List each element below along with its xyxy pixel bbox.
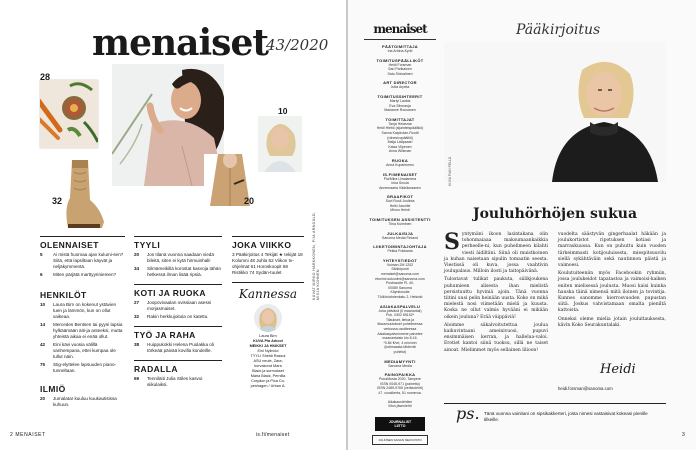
- masthead-line: Tilaukset, tietoa ja: [385, 317, 415, 322]
- item-text: Laura Birn on kokenut ystävien tuen ja lämmön, kun on ollut vaikeaa.: [53, 302, 117, 319]
- contents-item[interactable]: [40, 322, 124, 340]
- credit-line: Maria Black, Pernilla: [250, 374, 286, 378]
- item-page: 20: [134, 252, 140, 257]
- photo-page-number: 32: [52, 196, 63, 206]
- contents-column-3: [232, 240, 304, 389]
- masthead-line: Heidi Forsman: [388, 62, 412, 67]
- item-page: 34: [134, 266, 140, 271]
- masthead-line: Töölönlahdenkatu 2, Helsinki: [377, 295, 423, 299]
- item-page: 14: [40, 322, 46, 327]
- paragraph: Onneksi oleme mielia jotain joulultauksesta, kävin Koko Seurakuntalaki.: [558, 316, 666, 328]
- masthead-line: Sanoma Media Finland: [382, 235, 418, 240]
- masthead-line: Jutta Arpeta: [390, 85, 410, 90]
- credit-line: korvakorut Mara: [254, 364, 282, 368]
- masthead-heading: YHTEYSTIEDOT: [382, 257, 418, 263]
- contents-item[interactable]: [134, 376, 222, 388]
- masthead-line: menaiset@sanoma.com: [381, 272, 419, 277]
- drop-cap: S: [444, 229, 460, 255]
- masthead-line: (viinesivupäälliö): [387, 135, 413, 140]
- section-title: ILMIÖ: [40, 384, 66, 394]
- masthead-line: Pia/Miira Liinalamma: [383, 176, 417, 181]
- masthead-heading: PÄÄTOIMITTAJA: [382, 44, 418, 49]
- masthead-line: Voiman 2M 1202: [386, 262, 414, 267]
- masthead-line: Joka päivänä (ti maanantai): [378, 308, 422, 313]
- credit-line: Corydon ja Pica Co-: [251, 379, 285, 383]
- masthead-heading: LIIKETOIMINTAJOHTAJA: [373, 244, 427, 250]
- paragraph: vuodelta säästyvän gingerhaalat häkään ja joulukortistot ripotuksen kotiasi ja marraskuussa. Kun on puhuttu kuin vuoden tärkeimmasti kotijouluisesta, miespitsuuvilu siellä sykähtäväin sekä nautinnon päistä ja vaimoesi.: [558, 232, 666, 269]
- contents-item[interactable]: [134, 300, 222, 312]
- kannessa-portrait: [254, 304, 282, 332]
- contents-item[interactable]: [40, 396, 124, 408]
- editor-signature: Heidi: [600, 362, 636, 377]
- masthead-line: Aikakauslehtien: [387, 399, 413, 404]
- masthead-line: Tiina Kulminen: [388, 222, 412, 227]
- item-text: Silmämeikillä korostat kasvoja tähän hetkessä ilman lisää ripsiä.: [147, 266, 222, 277]
- photo-page-number: 28: [40, 72, 51, 82]
- section-title: HENKILÖT: [40, 290, 87, 300]
- section-title: TYÖ JA RAHA: [134, 326, 222, 340]
- section-title: RADALLA: [134, 360, 222, 374]
- contents-column-2: [134, 240, 222, 388]
- weekly-text: 3 Pääkirjoitus 4 Tekijät ★ tekijät 18 Kolumni 48 Juhla 52 Viikon tv-ohjelmat 61 Horoskoopit 68 Ristikko 74 Sydän-tuulet: [232, 252, 303, 275]
- item-page: 32: [134, 314, 140, 319]
- contents-item[interactable]: [134, 252, 222, 264]
- paragraph: Koulutuiteeniin myös Facebookin ryhmiin, jossa joulukeidot tapatastoa ja vaimoisi-kaiken eniten mielisessä joulusta. Muosi kaisi kuinka hauska täinä nimensä mitä iloinen ja tovintija. Kunnes sanomme kierrosvuoden pupustan siitä. Joskus vahvistamaan omalta pieniltä kattoista.: [558, 271, 666, 314]
- masthead-heading: TOIMITUSSIHTEERIT: [377, 93, 423, 99]
- masthead-line: PunaMusta 2020, Tampere: [379, 377, 421, 382]
- paragraph: Aloimme säkalvoitutettua joulua kaikuvintaani ameinivuosi, pupuvi ensimmäisen kerran, ja hallelua-valoi. Erotiet kantoi siinä tuoksu, sillä ne taiset ainoat. Mielimmet myös sellainen lilioon!: [444, 322, 548, 353]
- footer-url: is.fi/menaiset: [256, 432, 290, 438]
- item-page: 20: [40, 396, 46, 401]
- masthead-line: (kotimaasta lähtevät: [384, 345, 416, 350]
- masthead-line: Maija Lääpsaari: [387, 140, 413, 145]
- kannessa-credits: [232, 334, 304, 389]
- masthead-line: verkossa osoitteessa: [383, 326, 417, 331]
- masthead-heading: GRAAFIKOT: [386, 194, 414, 200]
- vegetables-photo: [40, 80, 98, 148]
- masthead-line: Satu Sinivalinen: [387, 71, 413, 76]
- masthead-line: Anna Wiikman: [388, 149, 412, 154]
- page-number: 3: [682, 432, 685, 438]
- credit-line: Black ja sormukset: [252, 369, 284, 373]
- photo-credit: KUVA PIAN PELLÄ: [448, 156, 452, 186]
- ps-mark: ps.: [456, 404, 480, 423]
- masthead-line: liiton jäsenlehti: [388, 404, 412, 409]
- ps-text: Tänä vuonna vainitani on sipsikakkerteri, josta nimesi vastaisivat kokeasi pienille tilkeille.: [484, 411, 648, 422]
- masthead-line: tilausmuutokset puhelimessa: [377, 322, 423, 327]
- masthead-heading: IS.FI/MENAISET: [382, 171, 418, 177]
- masthead-line: Käyntiosoite: [390, 290, 410, 295]
- contents-item[interactable]: [40, 252, 124, 270]
- credit-line: ASU neule, Zara;: [253, 359, 283, 363]
- masthead-heading: TOIMITUSPÄÄLLIKÖT: [376, 57, 424, 63]
- issue-number: 43/2020: [266, 36, 329, 54]
- paragraph: Tulostavat tulikat paukuta, siilikjoukena puhumieen alisesta ihan mielistä persistuuttu hyviniä ajoin. Tänä vuonna tiitini uusi pelin heinään uusta. Koko on mikä mielestä nosi viimetään mielä ja kuusta. Koska ne ollut valmis hyvääni ei mikään oikein jouluna? Erää väippäviä!: [444, 277, 548, 320]
- editorial-script-title: Pääkirjoitus: [516, 22, 601, 38]
- masthead-logo: menaiset: [373, 22, 427, 36]
- contents-item[interactable]: [134, 342, 222, 354]
- contents-item[interactable]: [134, 266, 222, 278]
- magazine-logo: menaiset: [92, 22, 268, 64]
- section-title: KOTI JA RUOKA: [134, 284, 222, 298]
- item-page: 42: [40, 342, 46, 347]
- masthead-line: *0.84 €/vrt, 4 min/min: [383, 340, 417, 345]
- masthead-heading: TOIMITUKSEN ASSISTENTTI: [369, 217, 431, 223]
- masthead-line: Asiakaspalvelumme palvelee: [377, 331, 423, 336]
- contents-item[interactable]: [40, 272, 124, 278]
- credit-line: TYYLI Sheidi Rassoi: [250, 354, 286, 358]
- contents-item[interactable]: [40, 302, 124, 320]
- credit-line: Laura Birn: [259, 334, 277, 338]
- contents-item[interactable]: [134, 314, 222, 320]
- photo-page-number: 20: [244, 196, 255, 206]
- rule: [232, 282, 304, 283]
- contents-page: [0, 0, 346, 450]
- section-title: OLENNAISET: [40, 240, 99, 250]
- item-page: 10: [40, 302, 46, 307]
- masthead-line: Pekka Pukkania: [387, 249, 413, 254]
- masthead-heading: ASIAKASPALVELU: [379, 303, 421, 309]
- masthead-line: Inka Sinola: [391, 181, 409, 186]
- photo-page-number: 10: [278, 106, 288, 116]
- masthead-line: maanantaisin klo 8-16.: [382, 336, 418, 341]
- masthead-line: Eva Sihmasja: [389, 103, 411, 108]
- masthead-line: Suvi Ruoli Juulinta: [385, 199, 415, 204]
- item-text: Jos tilanä vuonna saadaan viedä bileitä, siten ei kytä hirmuinhali!: [147, 252, 214, 263]
- credit-line: KUVA Pia Arkovi: [253, 339, 283, 343]
- contents-item[interactable]: [40, 362, 124, 374]
- credit-line: MEIKKI JA HIUKSET: [249, 344, 287, 348]
- masthead-line: Heiki Jaunilei: [389, 203, 411, 208]
- jsn-badge: JULKISEN SANAN NEUVOSTO: [372, 435, 428, 445]
- item-page: 75: [40, 362, 46, 367]
- masthead-line: Minnu Heinti: [390, 208, 410, 213]
- masthead-line: Kaisa Vilpenen: [388, 144, 412, 149]
- masthead-line: Tanja Heiasma: [388, 121, 412, 126]
- item-page: 38: [134, 342, 140, 347]
- masthead-line: etunimi.sukunimi@sanoma.com: [375, 276, 425, 281]
- masthead-line: Sanna Kaipirolan-Ruotti: [381, 130, 419, 135]
- kannessa-title: Kannessa: [238, 287, 298, 301]
- masthead: [364, 22, 436, 445]
- credit-line: Eini Nylindoi: [257, 349, 279, 353]
- section-title: TYYLI: [134, 240, 161, 250]
- masthead-heading: PAINOPAIKKA: [384, 372, 416, 378]
- rule: [134, 236, 222, 237]
- masthead-line: Postiosoite PL 40,: [385, 281, 415, 286]
- photo-credit: KUVAT MIRKO HARKKONEN, PIIA ARNOULD, MISJA KOHNEN: [312, 211, 320, 300]
- item-text: Tenniläiti Julia Stiles kasvoi siikulaiksi.: [147, 376, 203, 387]
- editorial-body-col-2: [558, 232, 666, 331]
- rule: [364, 39, 436, 40]
- journalist-badge: JOURNALIST LIITTO: [375, 417, 425, 431]
- rule: [232, 236, 304, 237]
- section-title: JOKA VIIKKO: [232, 240, 292, 250]
- masthead-line: Marianne Rousanen: [384, 108, 416, 113]
- masthead-line: Anna Kuparinemu: [385, 162, 415, 167]
- boot-photo: [62, 158, 104, 230]
- item-page: 5: [40, 252, 43, 257]
- editorial-page: [348, 0, 696, 450]
- masthead-heading: ART DIRECTOR: [383, 80, 417, 86]
- item-text: Huippukokki Helena Puolakka oli törkeää päivää kovilla kondeille.: [147, 342, 214, 353]
- item-text: Eini kävi vuosia välillä vanhempana, ettei kumpaa ole tullut näin.: [53, 342, 116, 359]
- masthead-line: Heidi Hietiö (sijainteispääliikö): [376, 126, 424, 131]
- item-text: Jumalatar kuuluu kuukautisissa kuhuun.: [53, 396, 117, 407]
- item-text: Rakin herkkujoitula on katettu.: [147, 314, 209, 319]
- paragraph: yntymäni ikoon lasintakana olin tohonmaiaaa maksumaankaikkia perheelle-ni, kun puhelimeen kilahti viesti äidiltäni. Siinä oli muistkoinen ja kuhan naisetaan sipulin tomaatin seesta. Viestissä oli kuva, jossa vaahtivin joulupalaus. Milloin ilosti ja taitopäivänä.: [444, 232, 548, 275]
- masthead-heading: MEDIAMYYNTI: [384, 358, 416, 364]
- masthead-line: Ina Arhina-Kyrki: [387, 49, 413, 53]
- item-page: 6: [40, 272, 43, 277]
- masthead-line: 47. vuosikerta, 51 numeroa.: [378, 390, 422, 395]
- masthead-heading: JULKAISIJA: [386, 230, 414, 236]
- contents-item[interactable]: [40, 342, 124, 360]
- masthead-line: Mariyi Laukia: [389, 98, 411, 103]
- masthead-line: Annemaaria Väärämaanen: [379, 185, 421, 190]
- contents-column-1: [40, 240, 124, 408]
- masthead-line: ISSN 2489-9765 (verkkolehti): [377, 386, 423, 391]
- masthead-line: Puh. 0302 65152*: [385, 313, 415, 318]
- item-text: Stig-elyttelee lapsuuden piano-tunneltaan.: [53, 362, 117, 373]
- masthead-line: Sähköposti: [391, 267, 409, 272]
- masthead-line: 00089 Sanoma: [388, 285, 412, 290]
- page-footer: 2 MENAISET: [10, 432, 46, 438]
- masthead-line: puhelut): [393, 349, 407, 354]
- item-text: Joopovivaalan ovissiaan asessi morjasmaiset.: [147, 300, 212, 311]
- masthead-heading: TOIMITTAJAT: [385, 116, 415, 122]
- laura-photo: [258, 116, 302, 172]
- editorial-body-col-1: [444, 229, 548, 356]
- item-page: 27: [134, 300, 140, 305]
- item-text: Mercedes Bentsen tai pyysi lapsia hylkäämään äiti-ja anteeksi, mutta yhteistä aikaa ei enää ollut.: [53, 322, 123, 339]
- masthead-groups: [364, 44, 436, 409]
- editorial-headline: Jouluhörhöjen sukua: [472, 206, 638, 222]
- masthead-heading: RUOKA: [391, 157, 409, 163]
- editor-email: heidi.forsman@sanoma.com: [558, 386, 613, 391]
- masthead-line: Sanoma Media: [388, 363, 412, 368]
- rule: [40, 236, 125, 237]
- editor-photo: [444, 42, 666, 182]
- credit-line: penhagen / Urban A.: [250, 384, 286, 388]
- item-text: Ai mistä huomaa ajan kulumi-sen? Siitä, että lapsiltaan käyvät ja neljäkymmentä.: [53, 252, 124, 269]
- weekly-list: [232, 252, 304, 276]
- item-text: Miten pärjätä marttyyriniemen?: [53, 272, 117, 277]
- masthead-line: ISSN 0045-971 (painettu): [380, 381, 420, 386]
- item-page: 69: [134, 376, 140, 381]
- masthead-line: Sari Parikainen: [388, 67, 412, 72]
